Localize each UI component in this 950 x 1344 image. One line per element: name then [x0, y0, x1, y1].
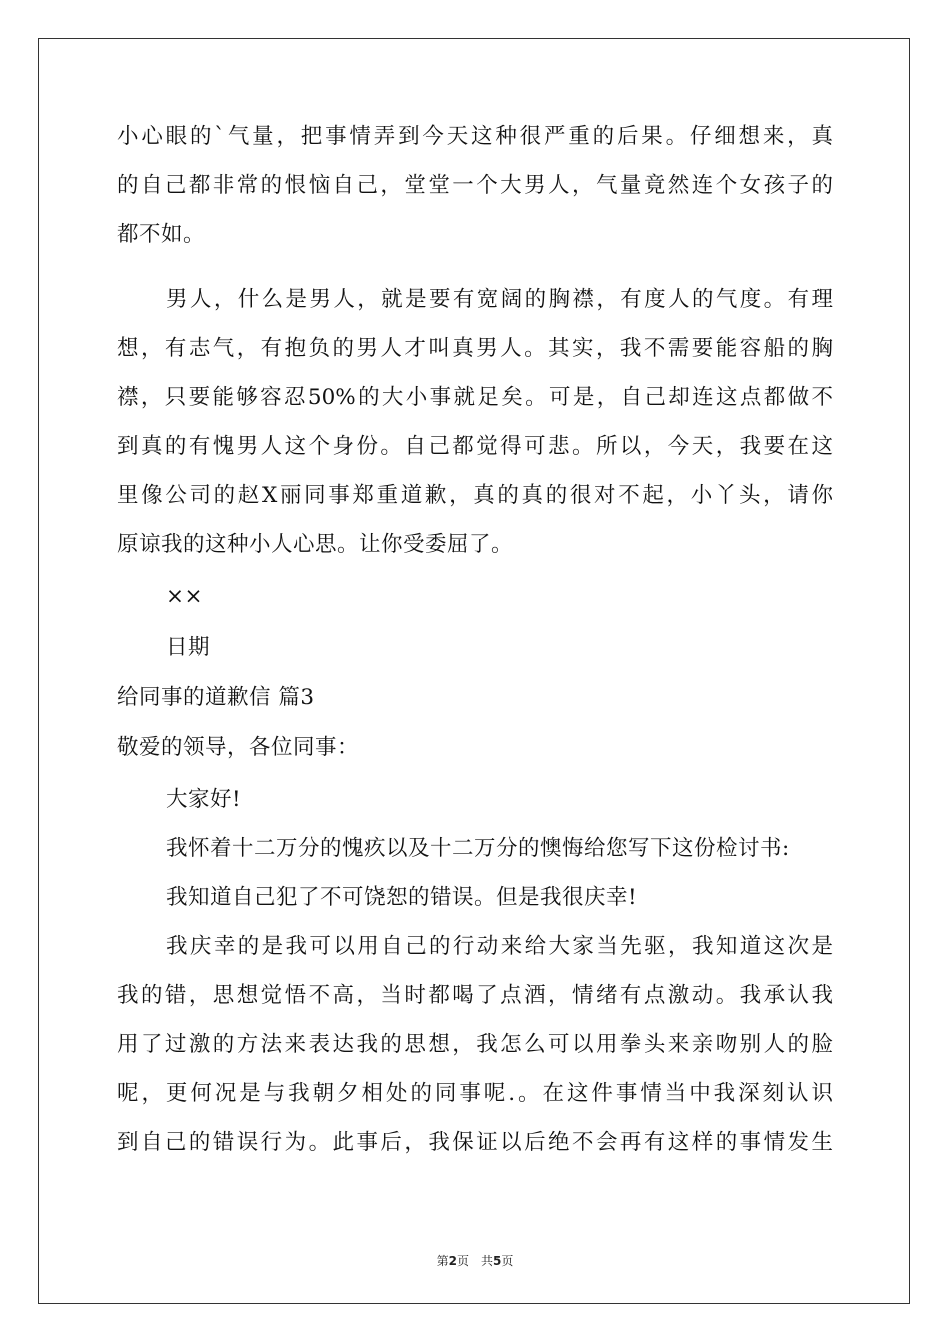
footer-middle: 页 共 [456, 1254, 493, 1268]
paragraph-line: 男人，什么是男人，就是要有宽阔的胸襟，有度人的气度。有理 [166, 287, 833, 312]
paragraph-line: 我的错，思想觉悟不高，当时都喝了点酒，情绪有点激动。我承认我 [117, 983, 833, 1008]
paragraph-line: 襟，只要能够容忍50%的大小事就足矣。可是，自己却连这点都做不 [117, 385, 833, 410]
signature-placeholder: ×× [166, 584, 204, 609]
salutation: 敬爱的领导，各位同事： [117, 735, 360, 760]
paragraph-line: 用了过激的方法来表达我的思想，我怎么可以用拳头来亲吻别人的脸 [117, 1032, 833, 1057]
current-page-number: 2 [448, 1254, 457, 1268]
footer-prefix: 第 [436, 1254, 449, 1268]
paragraph-line: 呢，更何况是与我朝夕相处的同事呢.。在这件事情当中我深刻认识 [117, 1081, 833, 1106]
total-page-number: 5 [493, 1254, 502, 1268]
paragraph-line: 我知道自己犯了不可饶恕的错误。但是我很庆幸! [166, 885, 638, 910]
paragraph-line: 我庆幸的是我可以用自己的行动来给大家当先驱，我知道这次是 [166, 934, 833, 959]
paragraph-line: 小心眼的`气量，把事情弄到今天这种很严重的后果。仔细想来，真 [117, 124, 833, 149]
paragraph-line: 都不如。 [117, 222, 206, 247]
footer-suffix: 页 [501, 1254, 514, 1268]
paragraph-line: 想，有志气，有抱负的男人才叫真男人。其实，我不需要能容船的胸 [117, 336, 833, 361]
date-label: 日期 [166, 635, 211, 660]
paragraph-line: 原谅我的这种小人心思。让你受委屈了。 [117, 532, 514, 557]
paragraph-line: 里像公司的赵X丽同事郑重道歉，真的真的很对不起，小丫头，请你 [117, 483, 833, 508]
paragraph-line: 我怀着十二万分的愧疚以及十二万分的懊悔给您写下这份检讨书: [166, 836, 790, 861]
page-footer [0, 1252, 950, 1269]
paragraph-line: 到自己的错误行为。此事后，我保证以后绝不会再有这样的事情发生 [117, 1130, 833, 1155]
paragraph-line: 的自己都非常的恨恼自己，堂堂一个大男人，气量竟然连个女孩子的 [117, 173, 833, 198]
paragraph-line: 到真的有愧男人这个身份。自己都觉得可悲。所以，今天，我要在这 [117, 434, 833, 459]
greeting: 大家好! [166, 787, 242, 812]
section-heading: 给同事的道歉信 篇3 [117, 685, 315, 710]
